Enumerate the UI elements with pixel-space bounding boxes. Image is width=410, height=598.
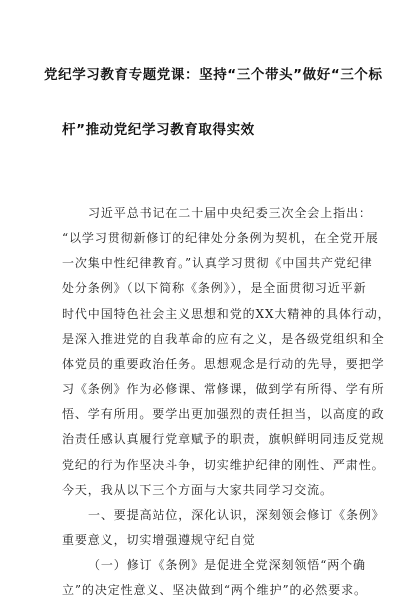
- body-line: 习近平总书记在二十届中央纪委三次全会上指出：: [88, 206, 372, 220]
- section-heading-line: 一、要提高站位，深化认识，深刻领会修订《条例》: [88, 508, 385, 522]
- body-line: 体党员的重要政治任务。思想观念是行动的先导，要把学: [62, 357, 385, 371]
- body-line: 一次集中性纪律教育。”认真学习贯彻《中国共产党纪律: [62, 256, 373, 270]
- subsection-line: 立”的决定性意义、坚决做到“两个维护”的必然要求。: [62, 583, 367, 597]
- body-line: 习《条例》作为必修课、常修课，做到学有所得、学有所: [62, 382, 385, 396]
- document-title-line-2: 杆”推动党纪学习教育取得实效: [62, 122, 255, 138]
- body-line: 处分条例》（以下简称《条例》），是全面贯彻习近平新: [62, 281, 367, 295]
- document-title-line-1: 党纪学习教育专题党课：坚持“三个带头”做好“三个标: [44, 67, 383, 83]
- body-line: 时代中国特色社会主义思想和党的XX大精神的具体行动，: [62, 307, 391, 321]
- section-heading-line: 重要意义，切实增强遵规守纪自觉: [62, 533, 256, 547]
- body-line: “以学习贯彻新修订的纪律处分条例为契机，在全党开展: [62, 231, 379, 245]
- body-line: 是深入推进党的自我革命的应有之义，是各级党组织和全: [62, 332, 385, 346]
- body-line: 治责任感认真履行党章赋予的职责，旗帜鲜明同违反党规: [62, 432, 385, 446]
- body-line: 党纪的行为作坚决斗争，切实维护纪律的刚性、严肃性。: [62, 458, 385, 472]
- body-line: 悟、学有所用。要学出更加强烈的责任担当，以高度的政: [62, 407, 385, 421]
- subsection-line: （一）修订《条例》是促进全党深刻领悟“两个确: [88, 558, 366, 572]
- body-line: 今天，我从以下三个方面与大家共同学习交流。: [62, 483, 333, 497]
